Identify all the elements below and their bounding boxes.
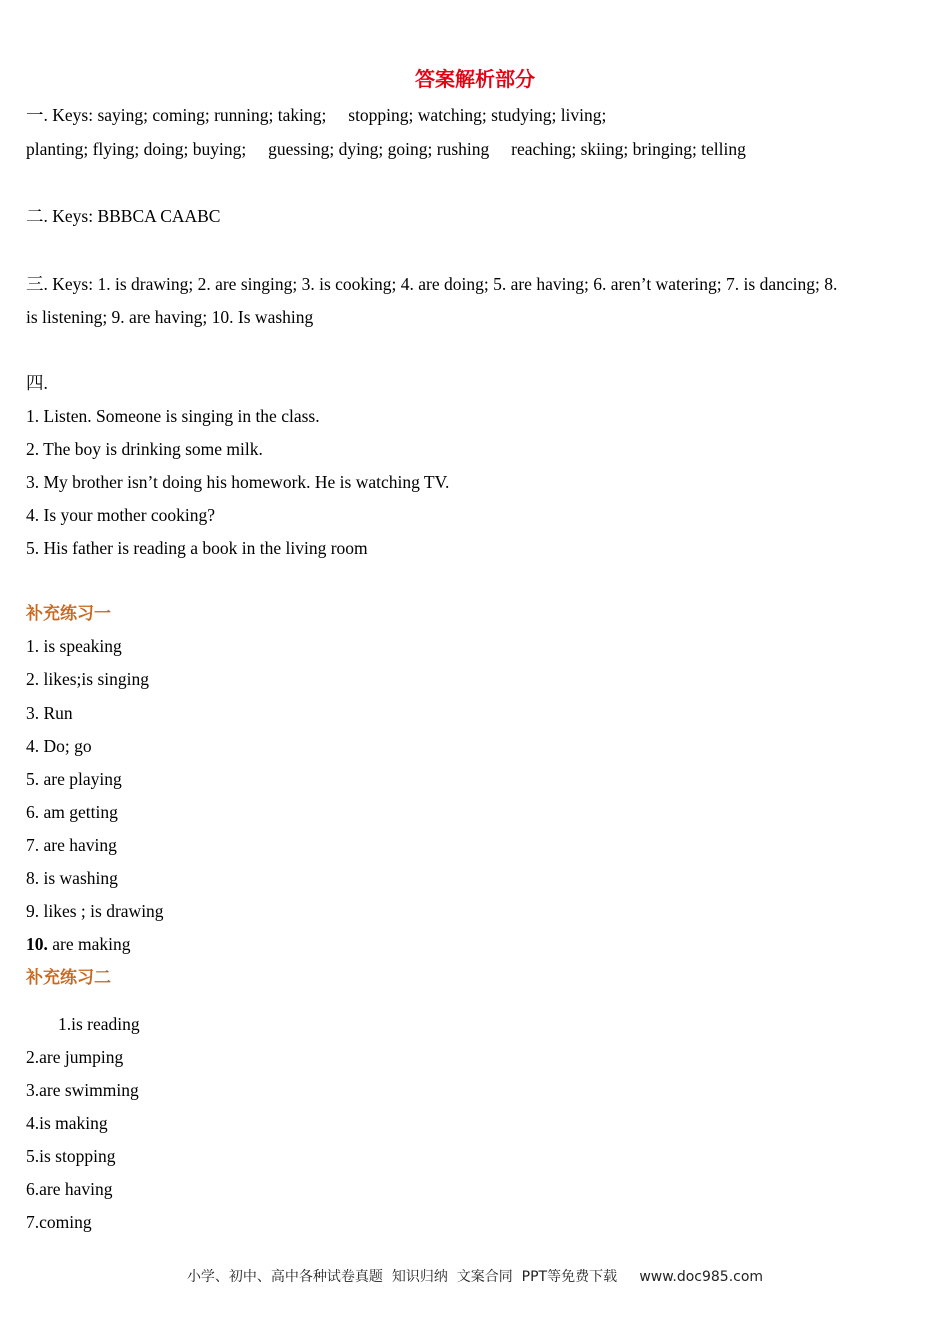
supplement1-item: 3. Run [26, 703, 73, 723]
supplement2-item: 5.is stopping [26, 1146, 116, 1166]
supplement2-item: 1.is reading [58, 1014, 140, 1034]
section3-line2: is listening; 9. are having; 10. Is washing [26, 307, 314, 327]
supplement1-item: 7. are having [26, 835, 117, 855]
page-title: 答案解析部分 [415, 67, 535, 91]
supplement1-item-10-text: are making [47, 934, 131, 954]
section2-line1: 二. Keys: BBBCA CAABC [26, 206, 221, 226]
supplement1-item: 9. likes ; is drawing [26, 901, 164, 921]
supplement1-item: 4. Do; go [26, 736, 92, 756]
section4-item: 4. Is your mother cooking? [26, 505, 216, 525]
section1-line1: 一. Keys: saying; coming; running; taking; stopping; watching; studying; living; [26, 105, 607, 125]
page-footer: 小学、初中、高中各种试卷真题 知识归纳 文案合同 PPT等免费下载 www.doc985.com [186, 1269, 764, 1285]
supplement1-heading: 补充练习一 [26, 604, 111, 624]
supplement2-item: 4.is making [26, 1113, 108, 1133]
supplement1-item: 8. is washing [26, 868, 118, 888]
supplement1-item: 6. am getting [26, 802, 118, 822]
section4-item: 5. His father is reading a book in the living room [26, 538, 368, 558]
section4-item: 2. The boy is drinking some milk. [26, 439, 263, 459]
supplement1-item: 2. likes;is singing [26, 669, 149, 689]
supplement2-item: 6.are having [26, 1179, 113, 1199]
supplement1-item-10 [26, 933, 130, 955]
supplement2-item: 2.are jumping [26, 1047, 124, 1067]
supplement1-item-10-number: 10. [26, 934, 48, 954]
supplement1-item: 1. is speaking [26, 636, 122, 656]
section4-heading: 四. [26, 373, 48, 393]
supplement2-item: 3.are swimming [26, 1080, 139, 1100]
section3-line1: 三. Keys: 1. is drawing; 2. are singing; 3. is cooking; 4. are doing; 5. are having; 6. aren’t watering; 7. is dancing; 8. [26, 274, 838, 294]
supplement2-item: 7.coming [26, 1212, 92, 1232]
supplement1-item: 5. are playing [26, 769, 122, 789]
section4-item: 1. Listen. Someone is singing in the class. [26, 406, 320, 426]
supplement2-heading: 补充练习二 [26, 968, 111, 988]
section4-item: 3. My brother isn’t doing his homework. He is watching TV. [26, 472, 450, 492]
section1-line2: planting; flying; doing; buying; guessing; dying; going; rushing reaching; skiing; bringing; telling [26, 139, 746, 159]
